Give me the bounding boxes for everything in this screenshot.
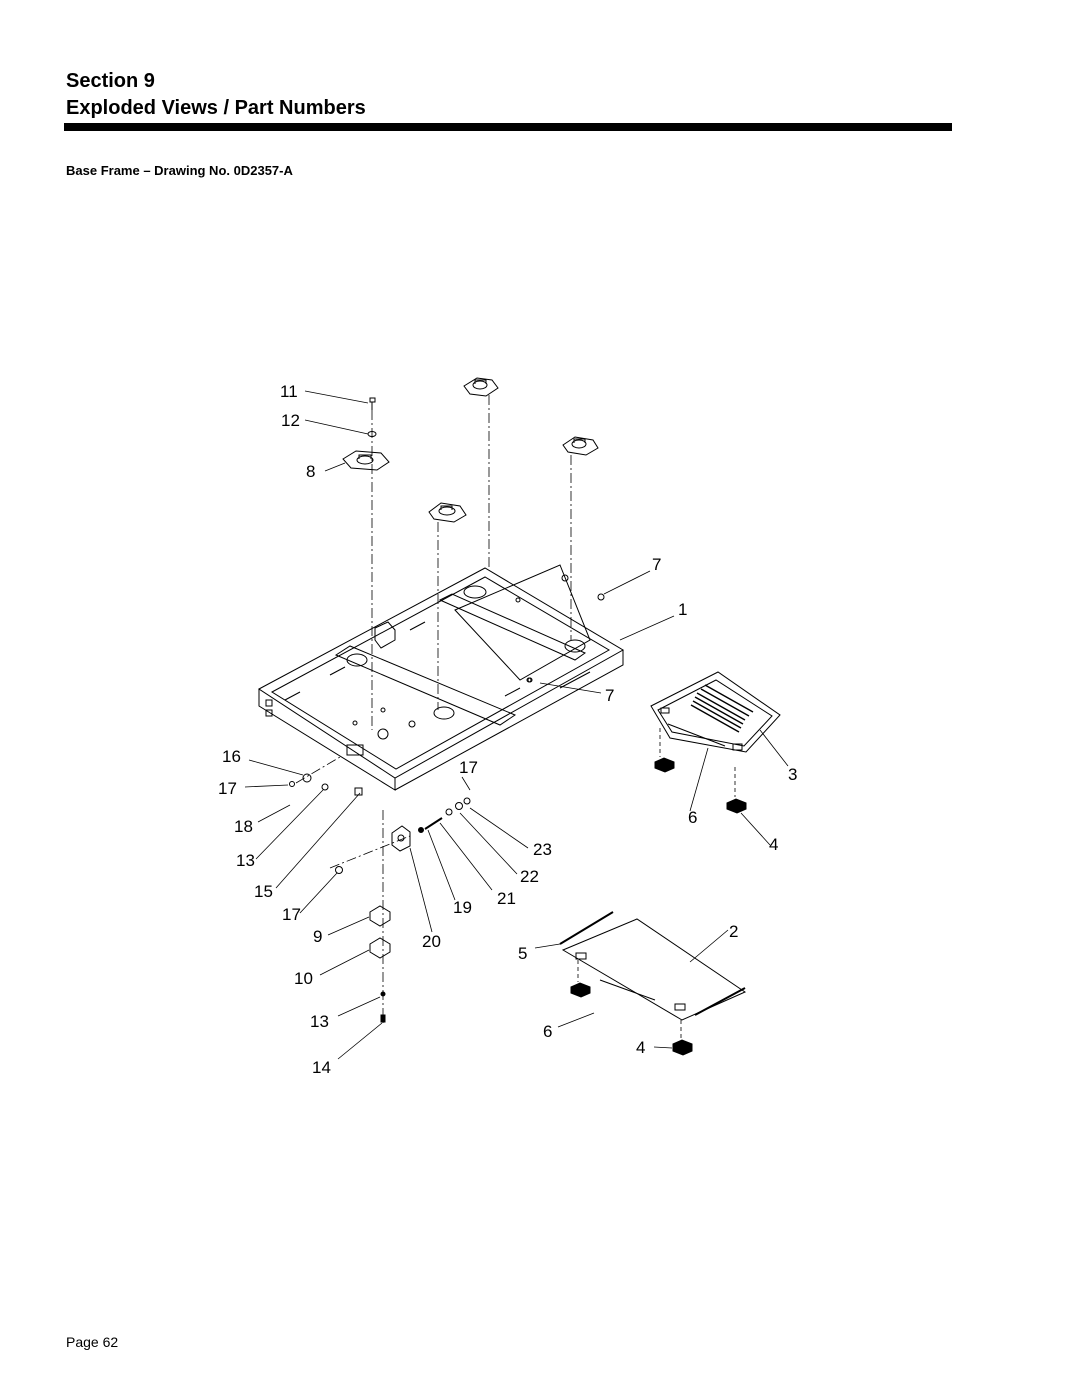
callout-2: 2 bbox=[729, 922, 739, 941]
callout-18: 18 bbox=[234, 817, 253, 836]
callout-5: 5 bbox=[518, 944, 528, 963]
callout-17: 17 bbox=[459, 758, 478, 777]
callout-6: 6 bbox=[688, 808, 698, 827]
vibration-mount-right bbox=[563, 437, 598, 455]
plate-9 bbox=[370, 906, 390, 926]
fasteners bbox=[290, 774, 471, 1022]
mount-bolt bbox=[370, 398, 375, 410]
rubber-foot-c bbox=[571, 983, 590, 997]
louvered-panel bbox=[651, 672, 780, 752]
callout-11: 11 bbox=[280, 382, 298, 401]
callout-21: 21 bbox=[497, 889, 516, 908]
vibration-mount-left bbox=[343, 451, 389, 470]
rubber-foot-a bbox=[655, 758, 674, 772]
leader-lines bbox=[245, 391, 788, 1059]
assembly-centerlines bbox=[296, 395, 571, 1025]
callout-9: 9 bbox=[313, 927, 323, 946]
bottom-plate bbox=[560, 912, 745, 1020]
callout-10: 10 bbox=[294, 969, 313, 988]
callout-15: 15 bbox=[254, 882, 273, 901]
callout-7: 7 bbox=[652, 555, 662, 574]
hardware-small bbox=[527, 575, 604, 682]
callout-16: 16 bbox=[222, 747, 241, 766]
callout-23: 23 bbox=[533, 840, 552, 859]
callout-7: 7 bbox=[605, 686, 615, 705]
foot-centerlines bbox=[578, 728, 735, 1039]
callout-19: 19 bbox=[453, 898, 472, 917]
callout-20: 20 bbox=[422, 932, 441, 951]
callout-4: 4 bbox=[636, 1038, 646, 1057]
section-number: Section 9 bbox=[66, 70, 155, 92]
callout-17: 17 bbox=[218, 779, 237, 798]
callout-labels bbox=[218, 382, 797, 1077]
rubber-foot-d bbox=[673, 1040, 692, 1055]
callout-3: 3 bbox=[788, 765, 798, 784]
rubber-foot-b bbox=[727, 799, 746, 813]
plate-10 bbox=[370, 938, 390, 958]
section-title: Exploded Views / Part Numbers bbox=[66, 97, 366, 119]
callout-13: 13 bbox=[310, 1012, 329, 1031]
vibration-mount-rear bbox=[464, 378, 498, 396]
callout-8: 8 bbox=[306, 462, 316, 481]
callout-17: 17 bbox=[282, 905, 301, 924]
page-number: Page 62 bbox=[66, 1334, 119, 1350]
callout-1: 1 bbox=[678, 600, 688, 619]
callout-4: 4 bbox=[769, 835, 779, 854]
spring bbox=[425, 818, 442, 829]
callout-12: 12 bbox=[281, 411, 300, 430]
callout-13: 13 bbox=[236, 851, 255, 870]
drawing-title: Base Frame – Drawing No. 0D2357-A bbox=[66, 163, 293, 178]
callout-14: 14 bbox=[312, 1058, 331, 1077]
callout-22: 22 bbox=[520, 867, 539, 886]
callout-6: 6 bbox=[543, 1022, 553, 1041]
base-frame bbox=[259, 565, 623, 790]
vibration-mount-front bbox=[429, 503, 466, 522]
front-bracket bbox=[392, 826, 410, 851]
